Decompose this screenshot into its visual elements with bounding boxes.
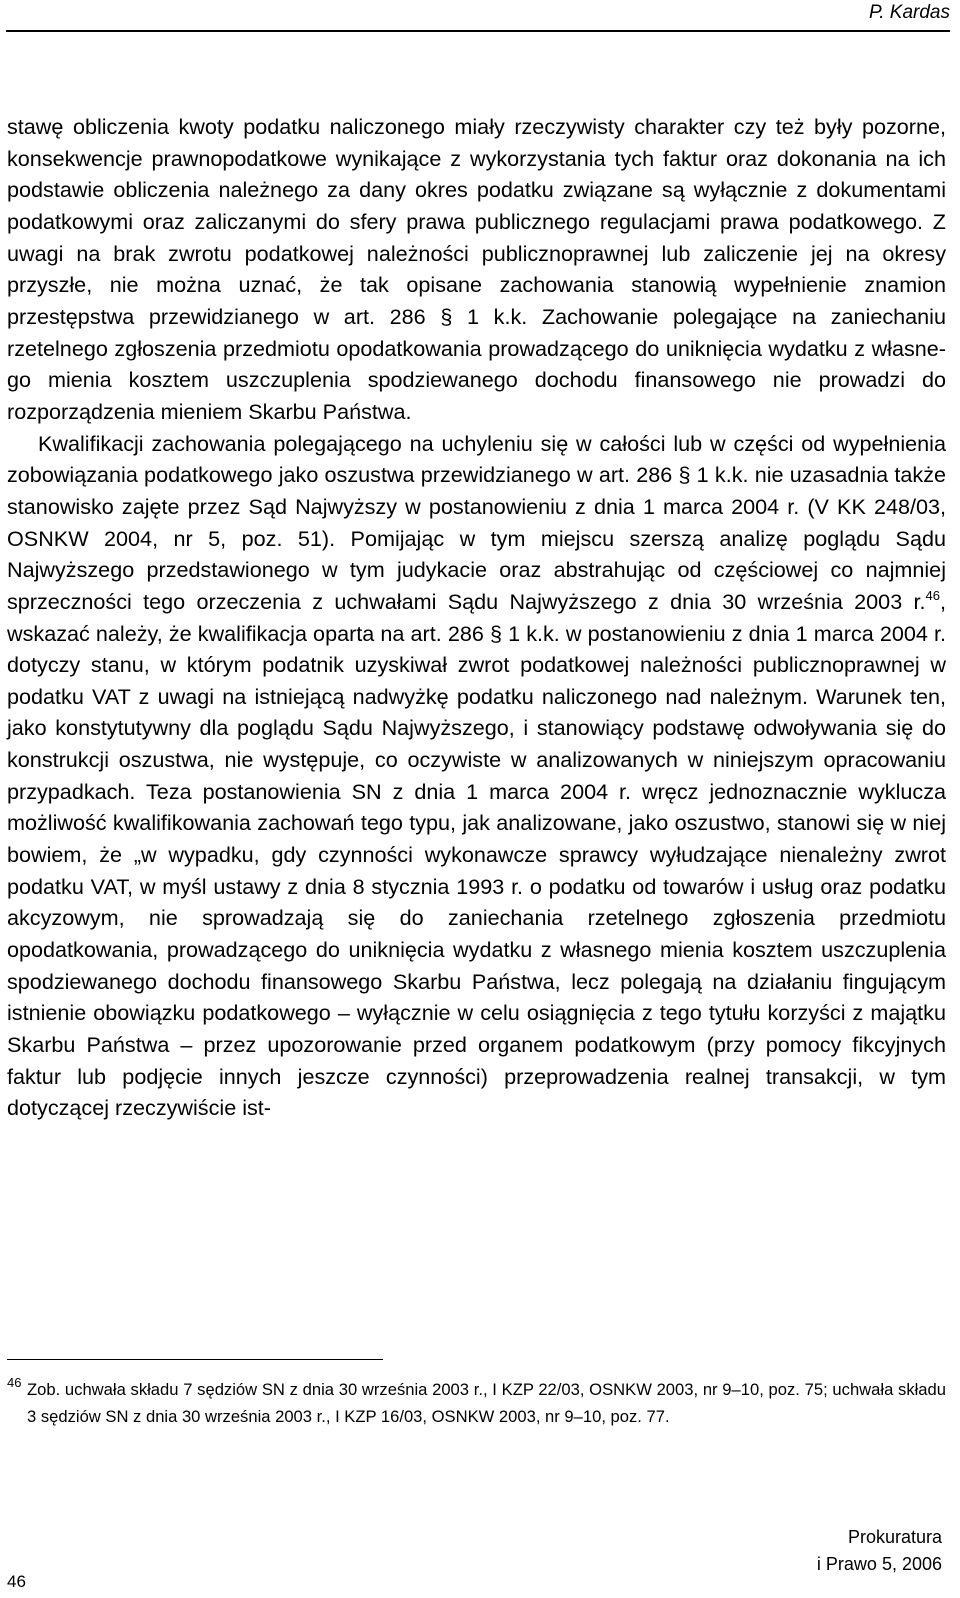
journal-info (817, 1524, 942, 1578)
paragraph-1: stawę obliczenia kwoty podatku naliczonego miały rzeczywisty charakter czy też były pozorne, konsekwencje prawnopodatkowe wynikające z wykorzystania tych faktur oraz dokonania na ich podstawie obliczenia należnego za dany okres podatku związane są wyłącznie z dokumentami podatkowymi oraz zaliczanymi do sfery prawa publicznego regulacjami prawa podatkowego. Z uwagi na brak zwrotu podatkowej należności publicznoprawnej lub zaliczenie jej na okresy przyszłe, nie można uznać, że tak opisane zachowania stanowią wypełnienie znamion przestępstwa przewidzianego w art. 286 § 1 k.k. Zachowanie polegające na zaniechaniu rzetelnego zgłoszenia przedmiotu opodatkowania prowadzącego do uniknięcia wydatku z własnego mienia kosztem uszczuplenia spodziewanego dochodu finansowego nie prowadzi do rozporządzenia mieniem Skarbu Państwa. (7, 114, 946, 424)
paragraph-2-part-b: , wskazać należy, że kwalifikacja oparta na art. 286 § 1 k.k. w postanowieniu z dnia 1 marca 2004 r. dotyczy stanu, w którym podatnik uzyskiwał zwrot podatkowej należności publicznoprawnej w podatku VAT z uwagi na istniejącą nadwyżkę podatku naliczonego nad należnym. Warunek ten, jako konstytutywny dla poglądu Sądu Najwyższego, i stanowiący podstawę odwoływania się do konstrukcji oszustwa, nie występuje, co oczywiste w analizowanych w niniejszym opracowaniu przypadkach. Teza postanowienia SN z dnia 1 marca 2004 r. wręcz jednoznacznie wyklucza możliwość kwalifikowania zachowań tego typu, jak analizowane, jako oszustwo, stanowi się w niej bowiem, że „w wypadku, gdy czynności wykonawcze sprawcy wyłudzające nienależny zwrot podatku VAT, w myśl ustawy z dnia 8 stycznia 1993 r. o podatku od towarów i usług oraz podatku akcyzowym, nie sprowadzają się do zaniechania rzetelnego zgłoszenia przedmiotu opodatkowania, prowadzącego do uniknięcia wydatku z własnego mienia kosztem uszczuplenia spodziewanego dochodu finansowego Skarbu Państwa, lecz polegają na działaniu fingującym istnienie obowiązku podatkowego – wyłącznie w celu osiągnięcia z tego tytułu korzyści z majątku Skarbu Państwa – przez upozorowanie przed organem podatkowym (przy pomocy fikcyjnych faktur lub podjęcie innych jeszcze czynności) przeprowadzenia realnej transakcji, w tym dotyczącej rzeczywiście ist- (7, 588, 946, 1121)
running-header (6, 0, 950, 32)
header-author: P. Kardas (869, 2, 950, 23)
journal-title: Prokuratura (847, 1527, 942, 1547)
page-number: 46 (7, 1572, 26, 1591)
paragraph-2 (7, 428, 946, 1124)
main-text (7, 111, 946, 1124)
footnote (7, 1377, 946, 1430)
footnote-text: Zob. uchwała składu 7 sędziów SN z dnia 30 września 2003 r., I KZP 22/03, OSNKW 2003, nr 9–10, poz. 75; uchwała składu 3 sędziów SN z dnia 30 września 2003 r., I KZP 16/03, OSNKW 2003, nr 9–10, poz. 77. (27, 1380, 946, 1426)
footnote-divider (7, 1359, 383, 1360)
footnote-reference[interactable]: 46 (925, 587, 940, 603)
footnote-marker: 46 (7, 1375, 22, 1390)
journal-issue: i Prawo 5, 2006 (816, 1554, 942, 1574)
paragraph-2-part-a: Kwalifikacji zachowania polegającego na uchyleniu się w całości lub w części od wypełnienia zobowiązania podatkowego jako oszustwa przewidzianego w art. 286 § 1 k.k. nie uzasadnia także stanowisko zajęte przez Sąd Najwyższy w postanowieniu z dnia 1 marca 2004 r. (V KK 248/03, OSNKW 2004, nr 5, poz. 51). Pomijając w tym miejscu szerszą analizę poglądu Sądu Najwyższego przedstawionego w tym judykacie oraz abstrahując od częściowej co najmniej sprzeczności tego orzeczenia z uchwałami Sądu Najwyższego z dnia 30 września 2003 r. (7, 430, 946, 614)
